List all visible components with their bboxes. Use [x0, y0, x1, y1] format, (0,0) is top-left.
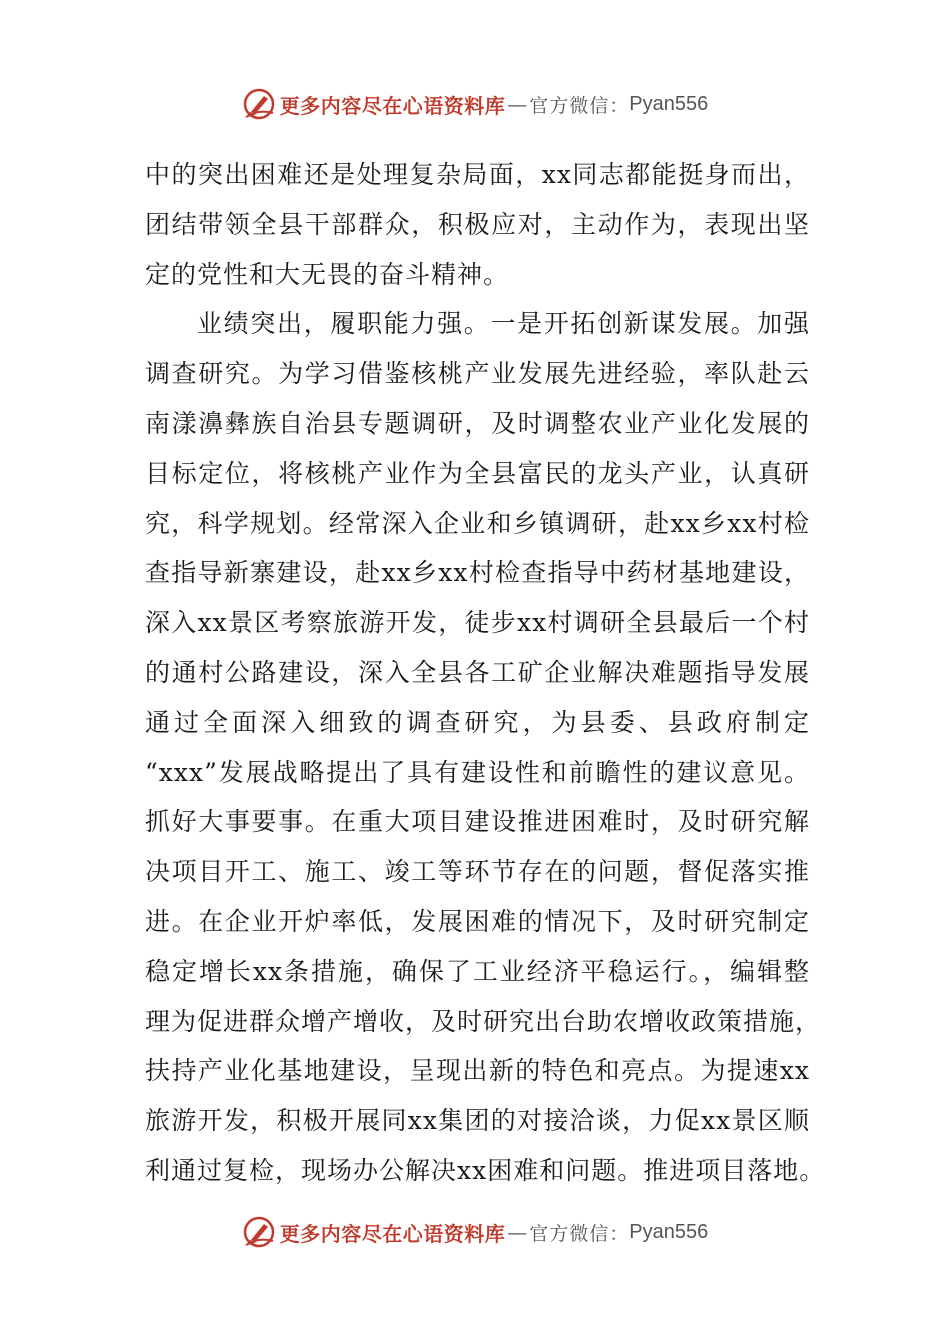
body-line: 的通村公路建设，深入全县各工矿企业解决难题指导发展 [145, 657, 810, 687]
body-line: 理为促进群众增产增收，及时研究出台助农增收政策措施， [145, 1006, 822, 1036]
pen-circle-logo-icon [242, 1215, 276, 1249]
body-line: 中的突出困难还是处理复杂局面，xx同志都能挺身而出， [145, 160, 810, 189]
body-line: 南漾濞彝族自治县专题调研，及时调整农业产业化发展的 [145, 408, 810, 438]
banner-dash: — [507, 1220, 528, 1244]
body-line: 团结带领全县干部群众，积极应对，主动作为，表现出坚 [145, 209, 810, 239]
document-body [145, 150, 826, 1196]
body-line: 扶持产业化基地建设，呈现出新的特色和亮点。为提速xx [145, 1056, 810, 1086]
body-line: 调查研究。为学习借鉴核桃产业发展先进经验，率队赴云 [145, 359, 810, 389]
pen-circle-logo-icon [242, 87, 276, 121]
body-line: “xxx”发展战略提出了具有建设性和前瞻性的建议意见。 [145, 757, 810, 787]
footer-banner [0, 1212, 950, 1252]
banner-wechat-label: 官方微信： [529, 94, 630, 117]
paragraph-start-line: 业绩突出，履职能力强。一是开拓创新谋发展。加强 [197, 309, 810, 339]
body-line: 决项目开工、施工、竣工等环节存在的问题，督促落实推 [145, 857, 810, 887]
banner-wechat-id: Pyan556 [629, 92, 709, 115]
header-banner [0, 84, 950, 124]
body-line: 旅游开发，积极开展同xx集团的对接洽谈，力促xx景区顺 [145, 1106, 810, 1136]
banner-wechat-id: Pyan556 [629, 1220, 709, 1243]
body-line: 通过全面深入细致的调查研究，为县委、县政府制定 [145, 707, 810, 737]
body-line: 利通过复检，现场办公解决xx困难和问题。推进项目落地。 [145, 1155, 826, 1185]
body-line: 深入xx景区考察旅游开发，徒步xx村调研全县最后一个村 [145, 608, 810, 638]
body-line: 定的党性和大无畏的奋斗精神。 [145, 259, 510, 289]
body-line: 究，科学规划。经常深入企业和乡镇调研，赴xx乡xx村检 [145, 508, 810, 538]
body-line: 目标定位，将核桃产业作为全县富民的龙头产业，认真研 [145, 458, 810, 488]
banner-brand-text: 更多内容尽在心语资料库 [279, 93, 506, 118]
body-line: 进。在企业开炉率低，发展困难的情况下，及时研究制定 [145, 906, 810, 936]
banner-dash: — [507, 92, 528, 116]
body-line: 抓好大事要事。在重大项目建设推进困难时，及时研究解 [145, 807, 810, 837]
body-line: 查指导新寨建设，赴xx乡xx村检查指导中药材基地建设， [145, 558, 810, 588]
banner-brand-text: 更多内容尽在心语资料库 [279, 1221, 506, 1246]
banner-wechat-label: 官方微信： [529, 1222, 630, 1245]
body-line: 稳定增长xx条措施，确保了工业经济平稳运行。，编辑整 [145, 956, 810, 986]
